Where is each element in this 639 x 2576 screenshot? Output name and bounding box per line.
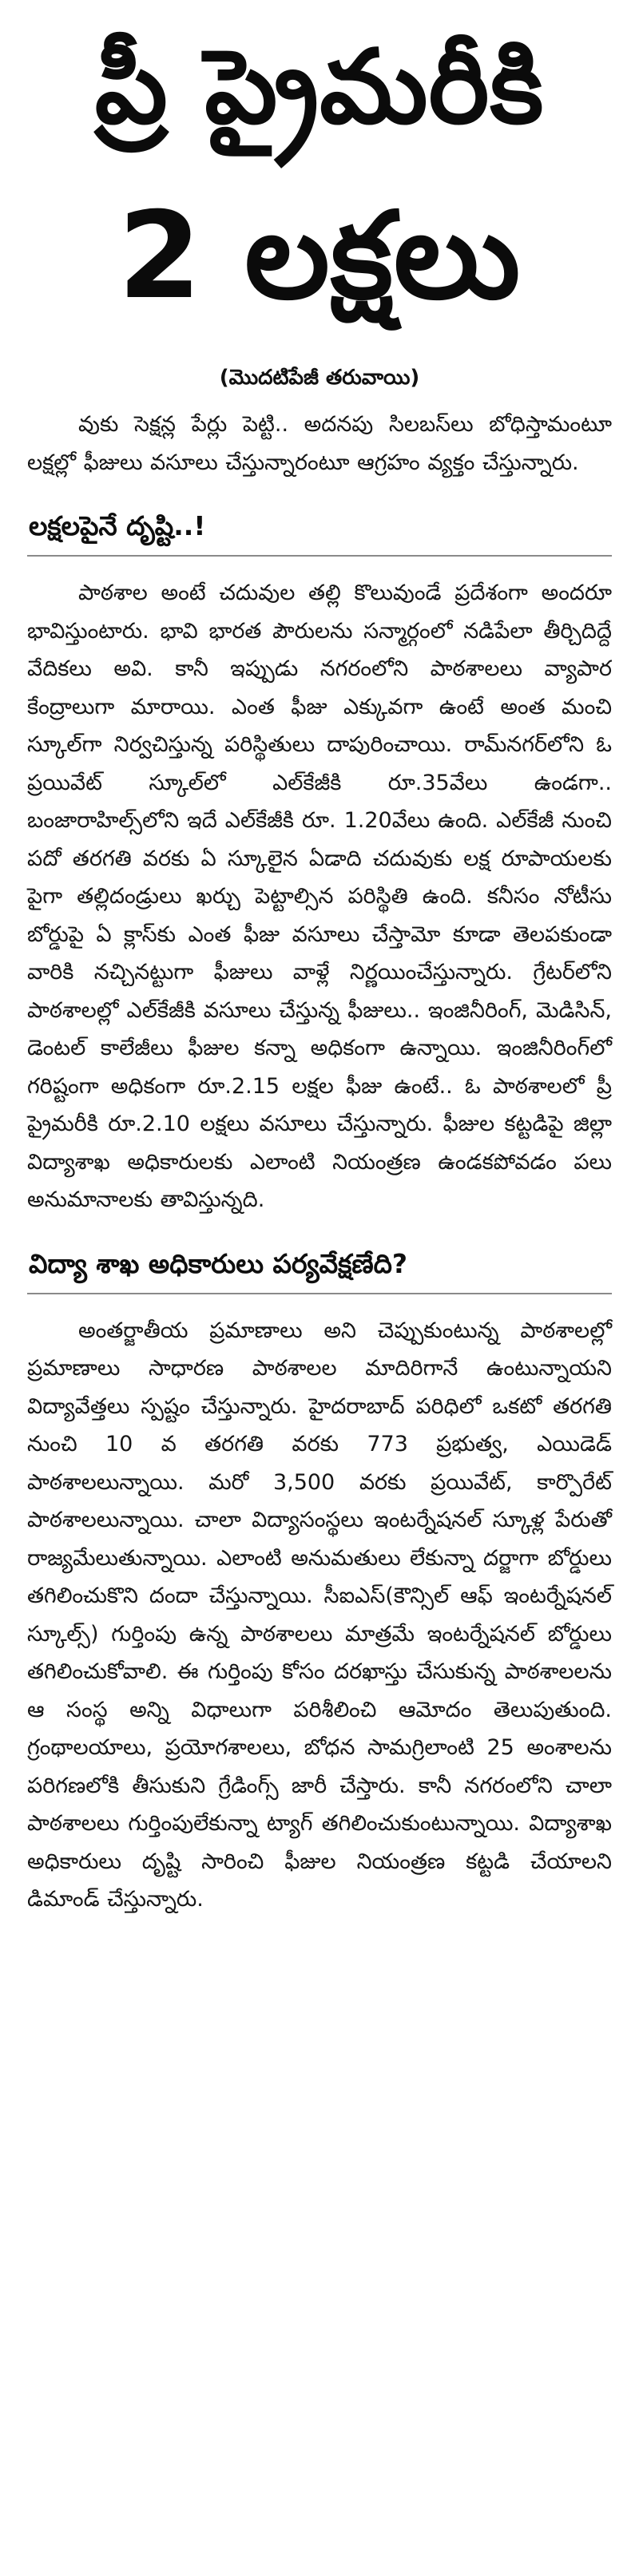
intro-paragraph: వుకు సెక్షన్ల పేర్లు పెట్టి.. అదనపు సిలబస్‌లు బోధిస్తామంటూ లక్షల్లో ఫీజులు వసూలు చేస్తున్నారంటూ ఆగ్రహం వ్యక్తం చేస్తున్నారు. xyxy=(27,412,612,475)
article-headline xyxy=(27,0,612,332)
continuation-note: (మొదటిపేజీ తరువాయి) xyxy=(219,366,420,390)
headline-line-2: 2 లక్షలు xyxy=(117,187,522,326)
section-heading-focus-on-lakhs: లక్షలపైనే దృష్టి..! xyxy=(27,502,612,550)
headline-line-1: ప్రీ ప్రైమరీకి xyxy=(94,28,545,147)
section-heading-education-oversight: విద్యా శాఖ అధికారులు పర్యవేక్షణేది? xyxy=(27,1240,612,1288)
section-paragraph-education-oversight: అంతర్జాతీయ ప్రమాణాలు అని చెప్పుకుంటున్న పాఠశాలల్లో ప్రమాణాలు సాధారణ పాఠశాలల మాదిరిగానే ఉంటున్నాయని విద్యావేత్తలు స్పష్టం చేస్తున్నారు. హైదరాబాద్ పరిధిలో ఒకటో తరగతి నుంచి 10 వ తరగతి వరకు 773 ప్రభుత్వ, ఎయిడెడ్ పాఠశాలలున్నాయి. మరో 3,500 వరకు ప్రయివేట్, కార్పొరేట్ పాఠశాలలున్నాయి. చాలా విద్యాసంస్థలు ఇంటర్నేషనల్ స్కూళ్ల పేరుతో రాజ్యమేలుతున్నాయి. ఎలాంటి అనుమతులు లేకున్నా దర్జాగా బోర్డులు తగిలించుకొని దందా చేస్తున్నాయి. సీఐఎస్(కౌన్సిల్ ఆఫ్ ఇంటర్నేషనల్ స్కూల్స్) గుర్తింపు ఉన్న పాఠశాలలు మాత్రమే ఇంటర్నేషనల్ బోర్డులు తగిలించుకోవాలి. ఈ గుర్తింపు కోసం దరఖాస్తు చేసుకున్న పాఠశాలలను ఆ సంస్థ అన్ని విధాలుగా పరిశీలించి ఆమోదం తెలుపుతుంది. గ్రంథాలయాలు, ప్రయోగశాలలు, బోధన సామగ్రిలాంటి 25 అంశాలను పరిగణలోకి తీసుకుని గ్రేడింగ్స్ జారీ చేస్తారు. కానీ నగరంలోని చాలా పాఠశాలలు గుర్తింపులేకున్నా ట్యాగ్ తగిలించుకుంటున్నాయి. విద్యాశాఖ అధికారులు దృష్టి సారించి ఫీజుల నియంత్రణ కట్టడి చేయాలని డిమాండ్ చేస్తున్నారు. xyxy=(27,1318,612,1912)
section-paragraph-focus-on-lakhs: పాఠశాల అంటే చదువుల తల్లి కొలువుండే ప్రదేశంగా అందరూ భావిస్తుంటారు. భావి భారత పౌరులను సన్మార్గంలో నడిపేలా తీర్చిదిద్దే వేదికలు అవి. కానీ ఇప్పుడు నగరంలోని పాఠశాలలు వ్యాపార కేంద్రాలుగా మారాయి. ఎంత ఫీజు ఎక్కువగా ఉంటే అంత మంచి స్కూల్‌గా నిర్వచిస్తున్న పరిస్థితులు దాపురించాయి. రామ్‌నగర్‌లోని ఓ ప్రయివేట్ స్కూల్‌లో ఎల్‌కేజీకి రూ.35వేలు ఉండగా.. బంజారాహిల్స్‌లోని ఇదే ఎల్‌కేజీకి రూ. 1.20వేలు ఉంది. ఎల్‌కేజీ నుంచి పదో తరగతి వరకు ఏ స్కూలైన ఏడాది చదువుకు లక్ష రూపాయలకు పైగా తల్లిదండ్రులు ఖర్చు పెట్టాల్సిన పరిస్థితి ఉంది. కనీసం నోటీసు బోర్డుపై ఏ క్లాస్‌కు ఎంత ఫీజు వసూలు చేస్తామో కూడా తెలపకుండా వారికి నచ్చినట్టుగా ఫీజులు వాళ్లే నిర్ణయించేస్తున్నారు. గ్రేటర్‌లోని పాఠశాలల్లో ఎల్‌కేజీకి వసూలు చేస్తున్న ఫీజులు.. ఇంజినీరింగ్, మెడిసిన్, డెంటల్ కాలేజీలు ఫీజుల కన్నా అధికంగా ఉన్నాయి. ఇంజినీరింగ్‌లో గరిష్టంగా అధికంగా రూ.2.15 లక్షల ఫీజు ఉంటే.. ఓ పాఠశాలలో ప్రీ ప్రైమరీకి రూ.2.10 లక్షలు వసూలు చేస్తున్నారు. ఫీజుల కట్టడిపై జిల్లా విద్యాశాఖ అధికారులకు ఎలాంటి నియంత్రణ ఉండకపోవడం పలు అనుమానాలకు తావిస్తున్నది. xyxy=(27,581,612,1212)
